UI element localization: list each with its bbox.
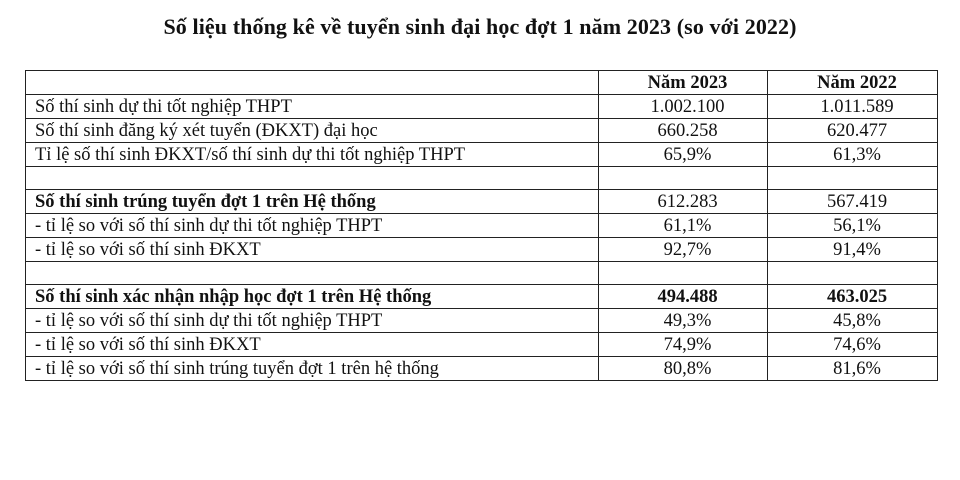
column-header-2023: Năm 2023 bbox=[599, 71, 768, 95]
row-label: - tỉ lệ so với số thí sinh ĐKXT bbox=[26, 333, 599, 357]
value-2023: 65,9% bbox=[599, 143, 768, 167]
row-label: Tỉ lệ số thí sinh ĐKXT/số thí sinh dự thi tốt nghiệp THPT bbox=[26, 143, 599, 167]
value-2023: 61,1% bbox=[599, 214, 768, 238]
value-2022: 45,8% bbox=[768, 309, 938, 333]
table-row bbox=[26, 285, 938, 309]
value-2023: 49,3% bbox=[599, 309, 768, 333]
value-2022: 81,6% bbox=[768, 357, 938, 381]
value-2023: 92,7% bbox=[599, 238, 768, 262]
value-2022: 74,6% bbox=[768, 333, 938, 357]
value-2023: 494.488 bbox=[599, 285, 768, 309]
table-row bbox=[26, 309, 938, 333]
column-header-2022: Năm 2022 bbox=[768, 71, 938, 95]
table-row bbox=[26, 214, 938, 238]
value-2022: 1.011.589 bbox=[768, 95, 938, 119]
table-row bbox=[26, 333, 938, 357]
value-2022: 620.477 bbox=[768, 119, 938, 143]
table-row bbox=[26, 95, 938, 119]
row-label: Số thí sinh xác nhận nhập học đợt 1 trên Hệ thống bbox=[26, 285, 599, 309]
header-empty-cell bbox=[26, 71, 599, 95]
table-row bbox=[26, 357, 938, 381]
row-label: Số thí sinh đăng ký xét tuyển (ĐKXT) đại học bbox=[26, 119, 599, 143]
table-header-row bbox=[26, 71, 938, 95]
spacer-row bbox=[26, 167, 938, 190]
row-label: Số thí sinh trúng tuyển đợt 1 trên Hệ thống bbox=[26, 190, 599, 214]
value-2022: 567.419 bbox=[768, 190, 938, 214]
table-row bbox=[26, 119, 938, 143]
table-row bbox=[26, 190, 938, 214]
statistics-table bbox=[25, 70, 938, 381]
value-2022: 463.025 bbox=[768, 285, 938, 309]
table-row bbox=[26, 143, 938, 167]
value-2023: 74,9% bbox=[599, 333, 768, 357]
row-label: - tỉ lệ so với số thí sinh trúng tuyển đợt 1 trên hệ thống bbox=[26, 357, 599, 381]
value-2022: 61,3% bbox=[768, 143, 938, 167]
value-2022: 91,4% bbox=[768, 238, 938, 262]
row-label: - tỉ lệ so với số thí sinh dự thi tốt nghiệp THPT bbox=[26, 309, 599, 333]
page-title: Số liệu thống kê về tuyển sinh đại học đợt 1 năm 2023 (so với 2022) bbox=[163, 14, 797, 39]
row-label: - tỉ lệ so với số thí sinh ĐKXT bbox=[26, 238, 599, 262]
value-2023: 660.258 bbox=[599, 119, 768, 143]
value-2023: 1.002.100 bbox=[599, 95, 768, 119]
row-label: - tỉ lệ so với số thí sinh dự thi tốt nghiệp THPT bbox=[26, 214, 599, 238]
value-2022: 56,1% bbox=[768, 214, 938, 238]
spacer-row bbox=[26, 262, 938, 285]
value-2023: 612.283 bbox=[599, 190, 768, 214]
value-2023: 80,8% bbox=[599, 357, 768, 381]
row-label: Số thí sinh dự thi tốt nghiệp THPT bbox=[26, 95, 599, 119]
table-row bbox=[26, 238, 938, 262]
